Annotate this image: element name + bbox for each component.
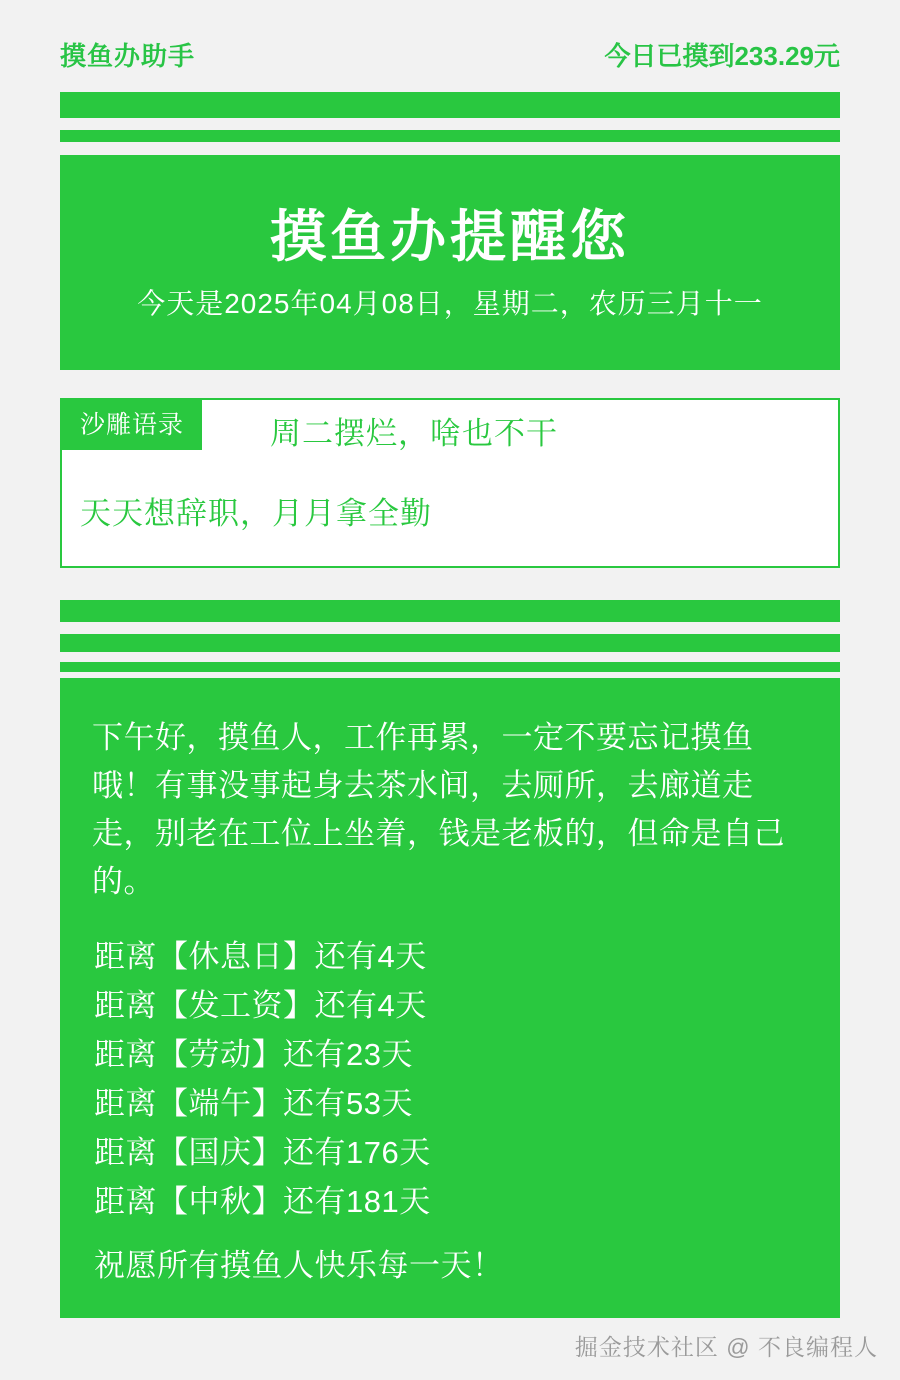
list-item: 距离【休息日】还有4天 (94, 939, 427, 975)
hero-banner (60, 155, 840, 370)
quote-tag-badge: 沙雕语录 (62, 400, 202, 450)
list-item: 距离【端午】还有53天 (94, 1086, 413, 1122)
decorative-stripe-mid-2 (60, 634, 840, 652)
quote-line-primary: 周二摆烂，啥也不干 (270, 416, 558, 451)
wish-line: 祝愿所有摸鱼人快乐每一天！ (94, 1248, 504, 1284)
quote-card (60, 398, 840, 568)
list-item: 距离【中秋】还有181天 (94, 1184, 431, 1220)
list-item: 距离【发工资】还有4天 (94, 988, 427, 1024)
watermark-credit: 掘金技术社区 @ 不良编程人 (574, 1334, 878, 1360)
hero-title: 摸鱼办提醒您 (270, 204, 630, 268)
top-bar (0, 34, 900, 74)
decorative-stripe-mid-1 (60, 600, 840, 622)
hero-date-subtitle: 今天是2025年04月08日，星期二，农历三月十一 (137, 287, 763, 319)
quote-line-secondary: 天天想辞职，月月拿全勤 (80, 496, 432, 531)
list-item: 距离【国庆】还有176天 (94, 1135, 431, 1171)
list-item: 距离【劳动】还有23天 (94, 1037, 413, 1073)
decorative-stripe-mid-3 (60, 662, 840, 672)
main-message-card (60, 678, 840, 1318)
countdown-list (92, 932, 808, 1226)
greeting-paragraph: 下午好，摸鱼人，工作再累，一定不要忘记摸鱼哦！有事没事起身去茶水间，去厕所，去廊道走走，别老在工位上坐着，钱是老板的，但命是自己的。 (92, 720, 785, 900)
earned-today-label: 今日已摸到233.29元 (604, 40, 840, 71)
app-title: 摸鱼办助手 (60, 40, 196, 71)
decorative-stripe-top-2 (60, 130, 840, 142)
decorative-stripe-top-1 (60, 92, 840, 118)
